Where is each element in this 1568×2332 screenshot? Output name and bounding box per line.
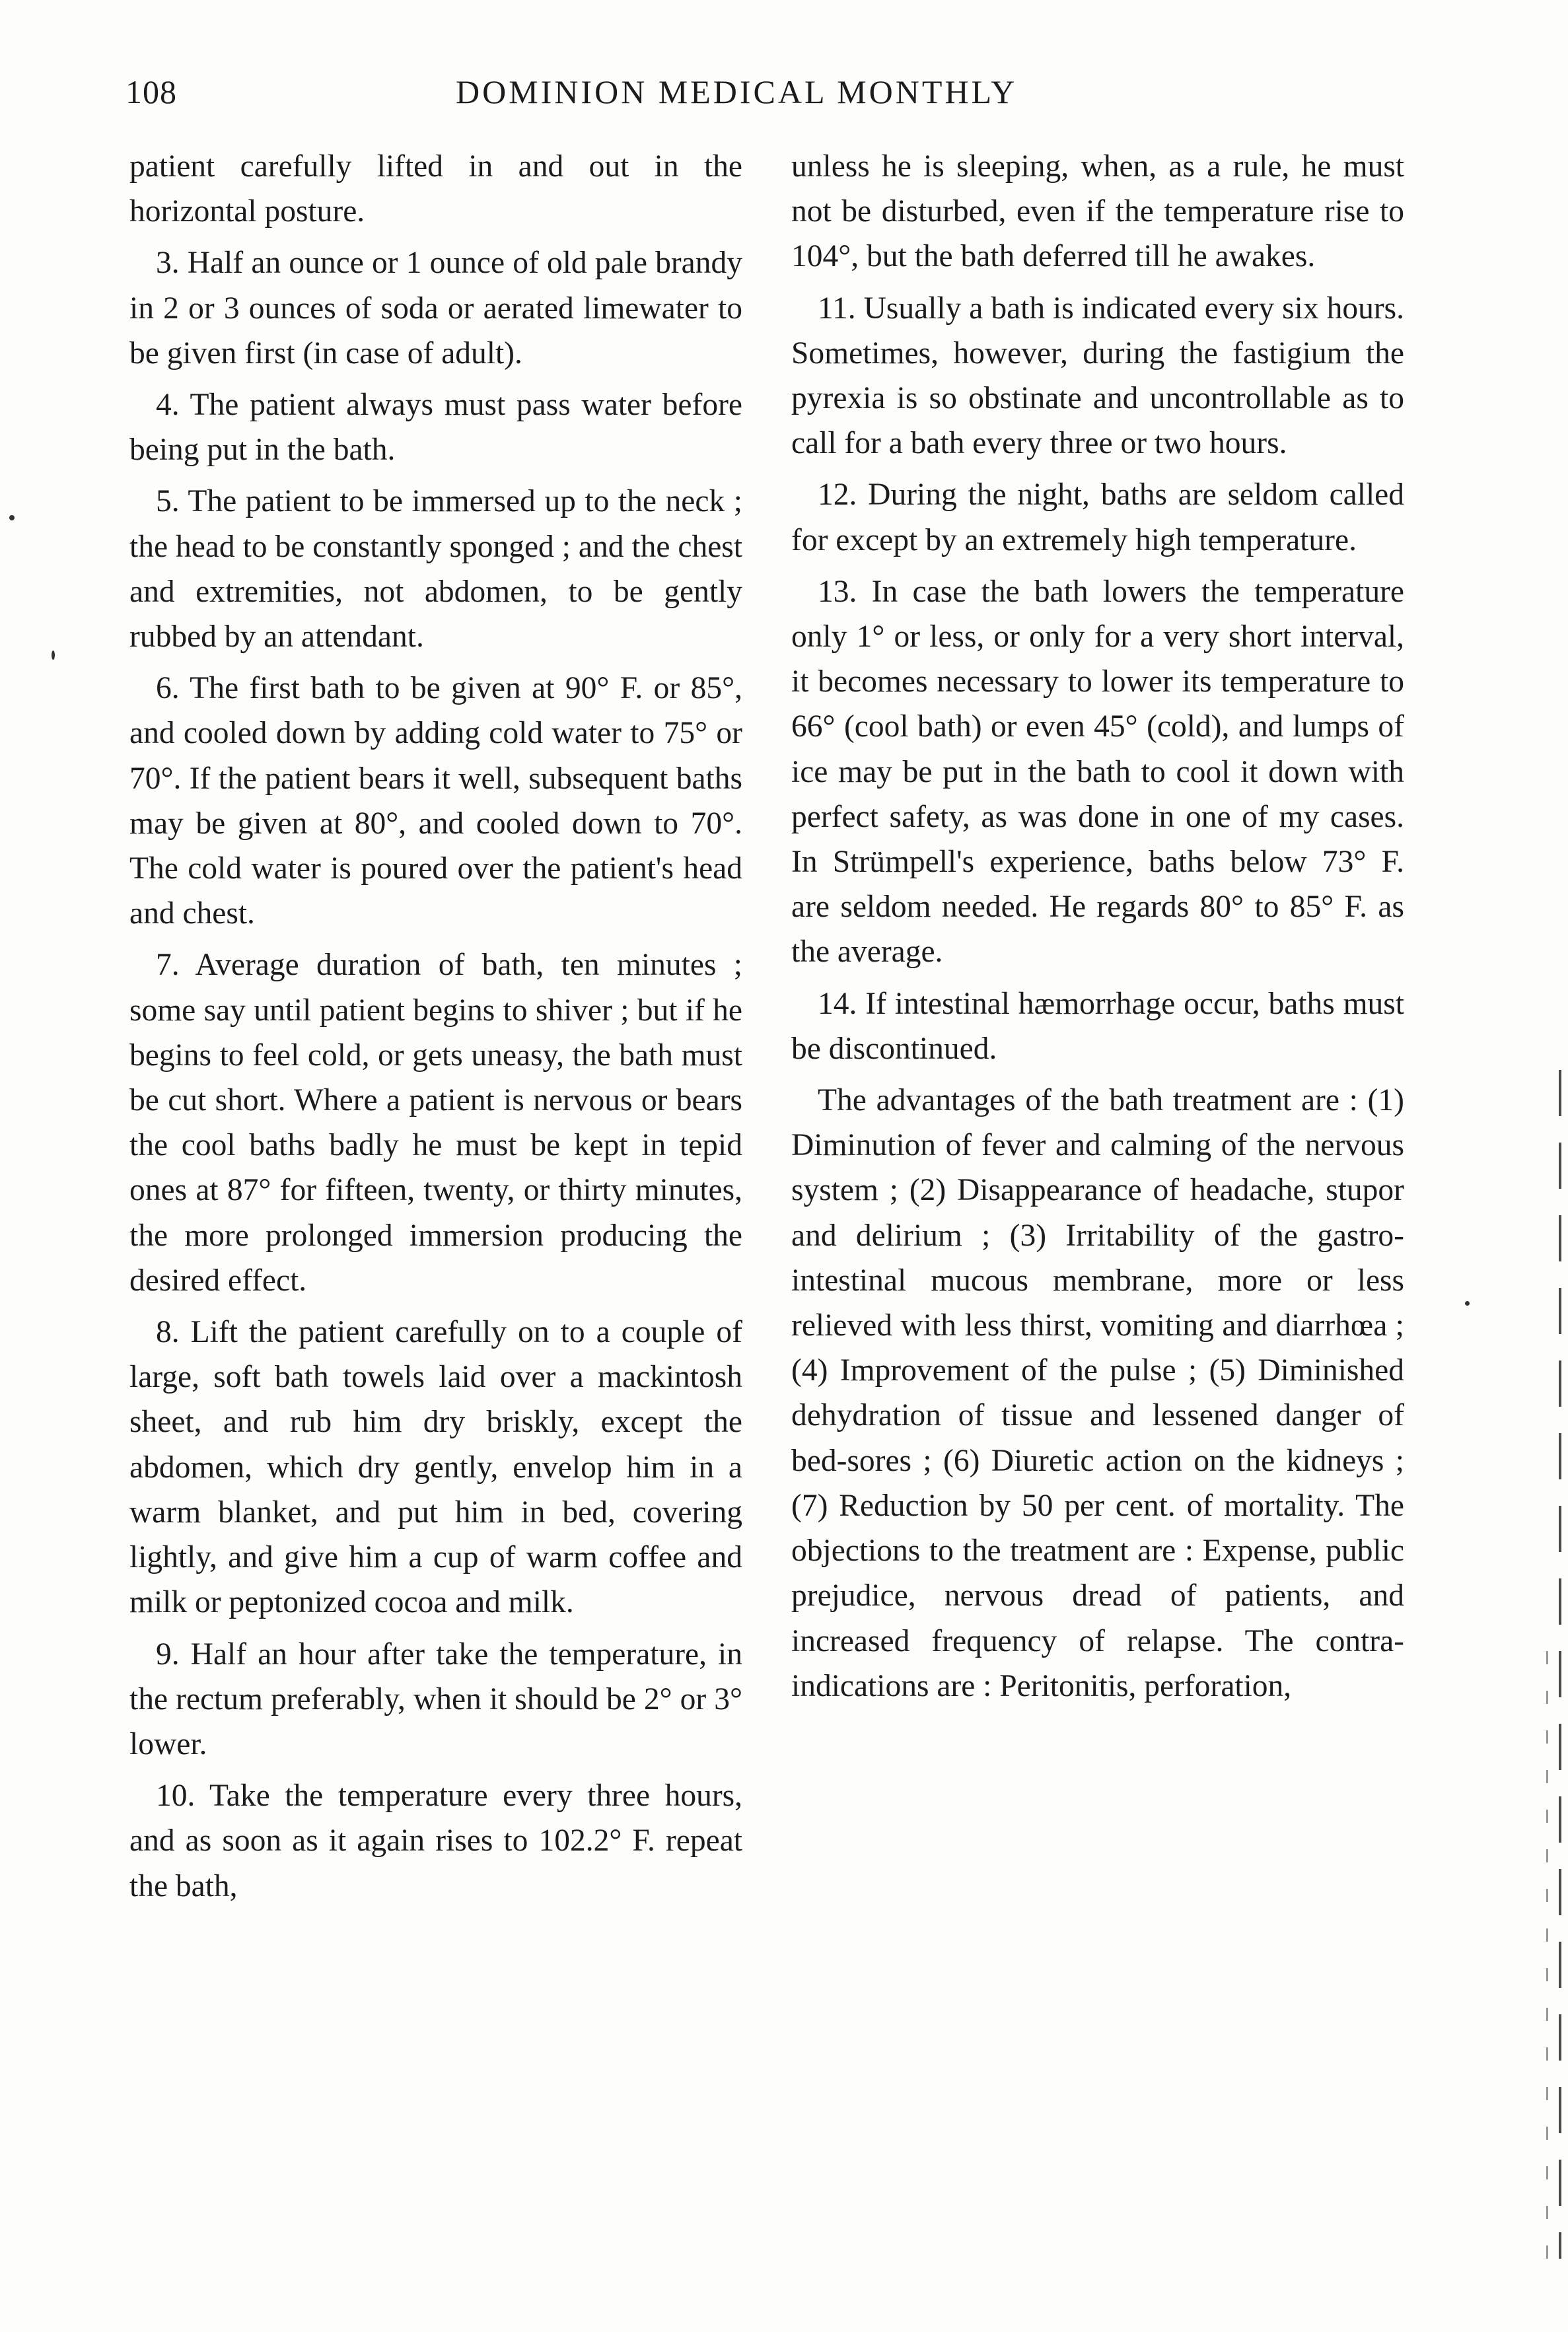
running-head	[125, 73, 1400, 125]
paragraph: 8. Lift the patient carefully on to a couple of large, soft bath towels laid over a mackintosh sheet, and rub him dry briskly, except the abdomen, which dry gently, envelop him in a warm blanket, and put him in bed, covering lightly, and give him a cup of warm coffee and milk or peptonized cocoa and milk.	[129, 1315, 742, 1620]
scan-edge-mark-secondary	[1546, 1651, 1548, 2279]
scan-speck	[9, 515, 15, 520]
paragraph: 7. Average duration of bath, ten minutes ; some say until patient begins to shiver ; but if he begins to feel cold, or gets uneasy, the bath must be cut short. Where a patient is nervous or bears the cool baths badly he must be kept in tepid ones at 87° for fifteen, twenty, or thirty minutes, the more prolonged immersion producing the desired effect.	[129, 948, 742, 1298]
paragraph: 6. The first bath to be given at 90° F. or 85°, and cooled down by adding cold water to 75° or 70°. If the patient bears it well, subsequent baths may be given at 80°, and cooled down to 70°. The cold water is poured over the patient's head and chest.	[129, 671, 742, 931]
paragraph: 4. The patient always must pass water before being put in the bath.	[129, 388, 742, 468]
scan-speck	[1465, 1301, 1470, 1306]
journal-title: DOMINION MEDICAL MONTHLY	[456, 73, 1018, 110]
paragraph: 11. Usually a bath is indicated every six hours. Sometimes, however, during the fastigium the pyrexia is so obstinate and uncontrollable as to call for a bath every three or two hours.	[791, 291, 1404, 461]
paragraph: 9. Half an hour after take the temperature, in the rectum preferably, when it should be 2° or 3° lower.	[129, 1637, 742, 1761]
left-text-column	[129, 144, 742, 1915]
paragraph: The advantages of the bath treatment are : (1) Diminution of fever and calming of the nervous system ; (2) Disappearance of headache, stupor and delirium ; (3) Irritability of the gastro-intestinal mucous membrane, more or less relieved with less thirst, vomiting and diarrhœa ; (4) Improvement of the pulse ; (5) Diminished dehydration of tissue and lessened danger of bed-sores ; (6) Diuretic action on the kidneys ; (7) Reduction by 50 per cent. of mortality. The objections to the treatment are : Expense, public prejudice, nervous dread of patients, and increased frequency of relapse. The contra-indications are : Peritonitis, perforation,	[791, 1083, 1404, 1703]
paragraph: 12. During the night, baths are seldom called for except by an extremely high temperature.	[791, 477, 1404, 557]
paragraph: patient carefully lifted in and out in the horizontal posture.	[129, 149, 742, 229]
paragraph: 3. Half an ounce or 1 ounce of old pale brandy in 2 or 3 ounces of soda or aerated limewater to be given first (in case of adult).	[129, 246, 742, 371]
page-number: 108	[125, 73, 177, 110]
paragraph: 14. If intestinal hæmorrhage occur, baths must be discontinued.	[791, 986, 1404, 1066]
scan-edge-mark	[1559, 1070, 1561, 2259]
paragraph: 5. The patient to be immersed up to the neck ; the head to be constantly sponged ; and the chest and extremities, not abdomen, to be gently rubbed by an attendant.	[129, 484, 742, 654]
right-text-column	[791, 144, 1404, 1715]
paragraph: 13. In case the bath lowers the temperature only 1° or less, or only for a very short interval, it becomes necessary to lower its temperature to 66° (cool bath) or even 45° (cold), and lumps of ice may be put in the bath to cool it down with perfect safety, as was done in one of my cases. In Strümpell's experience, baths below 73° F. are seldom needed. He regards 80° to 85° F. as the average.	[791, 574, 1404, 970]
paragraph: unless he is sleeping, when, as a rule, he must not be disturbed, even if the temperature rise to 104°, but the bath deferred till he awakes.	[791, 149, 1404, 274]
scan-speck	[52, 651, 55, 660]
paragraph: 10. Take the temperature every three hours, and as soon as it again rises to 102.2° F. repeat the bath,	[129, 1779, 742, 1903]
